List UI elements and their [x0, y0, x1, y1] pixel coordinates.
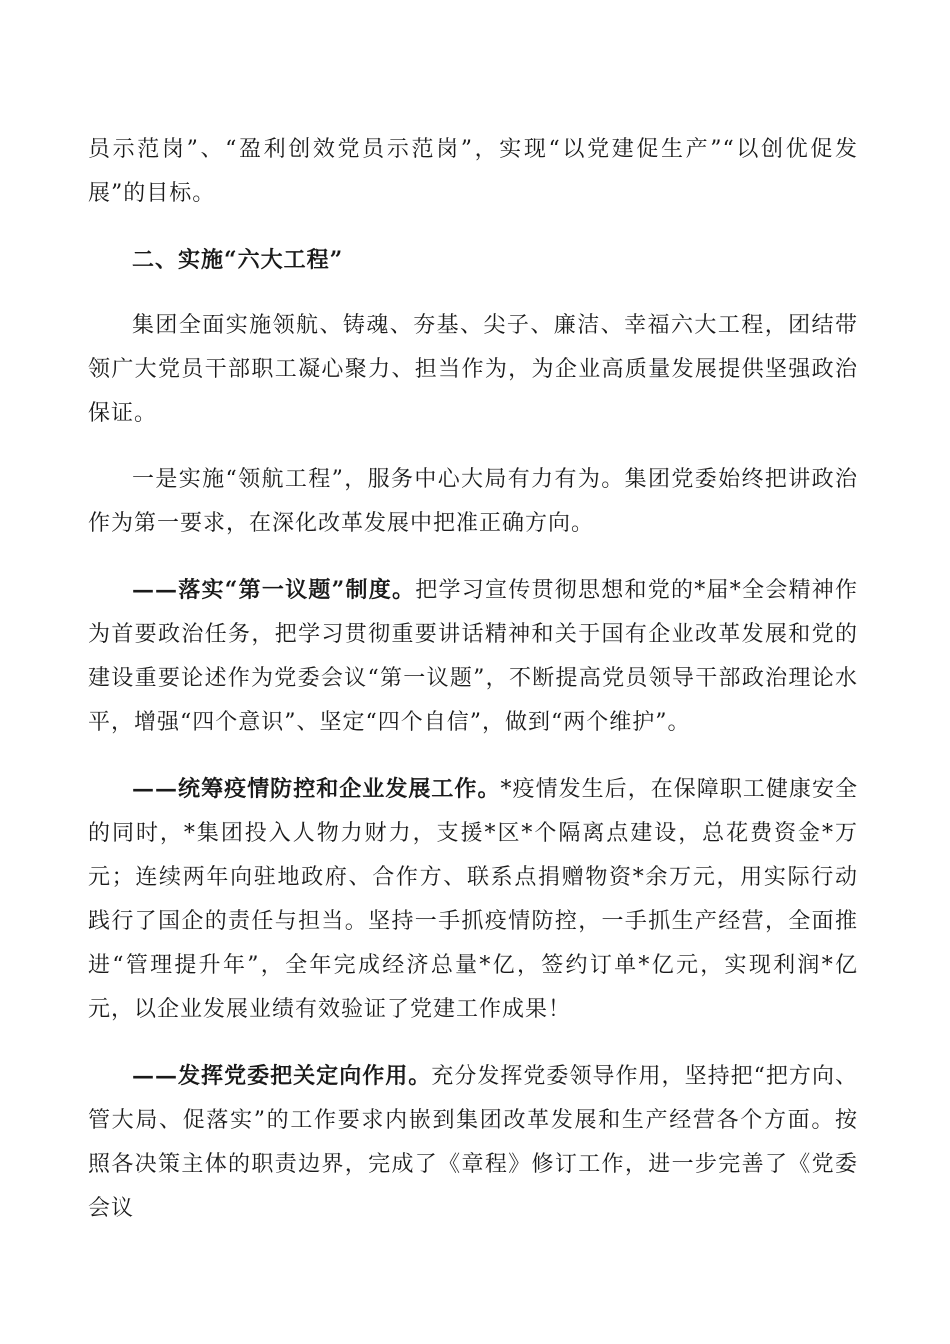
- body-paragraph-intro: 集团全面实施领航、铸魂、夯基、尖子、廉洁、幸福六大工程，团结带领广大党员干部职工凝心聚力、担当作为，为企业高质量发展提供坚强政治保证。: [88, 313, 858, 426]
- item-lead-first-topic: ——落实“第一议题”制度。: [132, 577, 416, 603]
- continuation-paragraph: 员示范岗”、“盈利创效党员示范岗”，实现“以党建促生产”“以创优促发展”的目标。: [88, 137, 858, 206]
- item-text-party-committee: 充分发挥党委领导作用，坚持把“把方向、管大局、促落实”的工作要求内嵌到集团改革发展和生产经营各个方面。按照各决策主体的职责边界，完成了《章程》修订工作，进一步完善了《党委会议: [88, 1064, 858, 1221]
- item-text-first-topic: 把学习宣传贯彻思想和党的*届*全会精神作为首要政治任务，把学习贯彻重要讲话精神和关于国有企业改革发展和党的建设重要论述作为党委会议“第一议题”，不断提高党员领导干部政治理论水平，增强“四个意识”、坚定“四个自信”，做到“两个维护”。: [88, 578, 858, 735]
- item-lead-party-committee: ——发挥党委把关定向作用。: [132, 1063, 432, 1089]
- item-text-epidemic: *疫情发生后，在保障职工健康安全的同时，*集团投入人物力财力，支援*区*个隔离点建设，总花费资金*万元；连续两年向驻地政府、合作方、联系点捐赠物资*余万元，用实际行动践行了国企的责任与担当。坚持一手抓疫情防控，一手抓生产经营，全面推进“管理提升年”，全年完成经济总量*亿，签约订单*亿元，实现利润*亿元，以企业发展业绩有效验证了党建工作成果！: [88, 777, 858, 1022]
- item-paragraph-epidemic: [88, 767, 858, 1032]
- document-body: [88, 128, 858, 1253]
- body-paragraph-pilot-project: 一是实施“领航工程”，服务中心大局有力有为。集团党委始终把讲政治作为第一要求，在深化改革发展中把准正确方向。: [88, 467, 858, 536]
- section-heading: 二、实施“六大工程”: [132, 247, 344, 273]
- item-paragraph-party-committee: [88, 1054, 858, 1231]
- item-paragraph-first-topic: [88, 568, 858, 745]
- item-lead-epidemic: ——统筹疫情防控和企业发展工作。: [132, 776, 501, 802]
